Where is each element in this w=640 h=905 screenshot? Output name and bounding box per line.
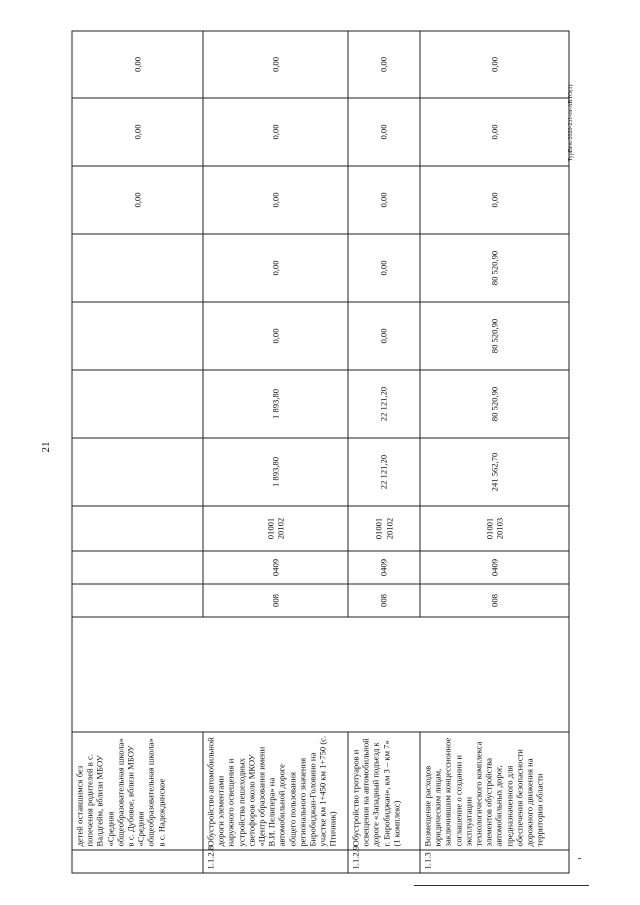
row-csr (72, 506, 203, 551)
table-row (348, 31, 420, 873)
bottom-rule (414, 885, 589, 886)
row-2022: 0,00 (203, 302, 348, 370)
row-2026: 0,00 (72, 31, 203, 98)
row-rz: 0409 (348, 551, 420, 584)
row-2025: 0,00 (420, 98, 569, 166)
row-2021: 80 520,90 (420, 370, 569, 438)
row-2023: 0,00 (348, 234, 420, 302)
row-2023 (72, 234, 203, 302)
row-code: 1.1.2.9 (348, 850, 420, 873)
row-total (72, 438, 203, 506)
row-total: 22 121,20 (348, 438, 420, 506)
row-2025: 0,00 (72, 98, 203, 166)
row-csr: 01001 20103 (420, 506, 569, 551)
row-2024: 0,00 (203, 166, 348, 234)
row-grbs: 008 (203, 584, 348, 617)
corner-mark (578, 858, 581, 859)
row-code: 1.1.3 (420, 850, 569, 873)
document-reference-text: TypBew/2020-211-rn-ABTO(1) (568, 84, 574, 162)
row-name: Обустройство автомобильной дороги элементами наружного освещения и устройства пешеходных светофоров около МКОУ «Центр образования имени В.И. Пелипера» на автомобильной дороге общего пользования регионального значения Биробиджан-Головино на участке км 1+450 км 1+750 (с. Птичник) (203, 732, 348, 850)
row-2021: 22 121,20 (348, 370, 420, 438)
row-2026: 0,00 (420, 31, 569, 98)
row-2024: 0,00 (348, 166, 420, 234)
table-row (420, 31, 569, 873)
row-2022 (72, 302, 203, 370)
row-2024: 0,00 (420, 166, 569, 234)
row-2021 (72, 370, 203, 438)
row-rz: 0409 (203, 551, 348, 584)
table-row (72, 31, 203, 873)
row-2025: 0,00 (203, 98, 348, 166)
row-name: детей оставшимся без попечения родителей в с. Валдгейм, вблизи МБОУ «Средняя общеобразовательная школа» в с. Дубовое, вблизи МБОУ «Средняя общеобразовательная школа» в с. Надеждинское (72, 732, 203, 850)
row-2026: 0,00 (348, 31, 420, 98)
row-2021: 1 893,80 (203, 370, 348, 438)
table-row (203, 31, 348, 873)
row-2023: 0,00 (203, 234, 348, 302)
row-2022: 80 520,90 (420, 302, 569, 370)
row-2022: 0,00 (348, 302, 420, 370)
row-grbs: 008 (420, 584, 569, 617)
responsible-cell (72, 617, 569, 732)
page-number: 21 (40, 441, 52, 453)
row-code: 1.1.2.8 (203, 850, 348, 873)
row-grbs (72, 584, 203, 617)
row-code (72, 850, 203, 873)
row-rz (72, 551, 203, 584)
row-2026: 0,00 (203, 31, 348, 98)
row-total: 1 893,80 (203, 438, 348, 506)
rotated-table-container (72, 32, 569, 874)
row-csr: 01001 20102 (348, 506, 420, 551)
row-2025: 0,00 (348, 98, 420, 166)
row-csr: 01001 20102 (203, 506, 348, 551)
row-name: Обустройство тротуаров и освещения на автомобильной дороге «Западный подъезд к г. Биробиджан», км 3 – км 7» (1 комплекс) (348, 732, 420, 850)
row-2023: 80 520,90 (420, 234, 569, 302)
row-grbs: 008 (348, 584, 420, 617)
row-name: Возмещение расходов юридическим лицам, заключившим концессионное соглашение о создании и эксплуатации технологического комплекса элементов обустройства автомобильных дорог, предназначенного для обеспечения безопасности дорожного движения на территории области (420, 732, 569, 850)
row-rz: 0409 (420, 551, 569, 584)
row-2024: 0,00 (72, 166, 203, 234)
row-total: 241 562,70 (420, 438, 569, 506)
budget-table (72, 31, 570, 874)
